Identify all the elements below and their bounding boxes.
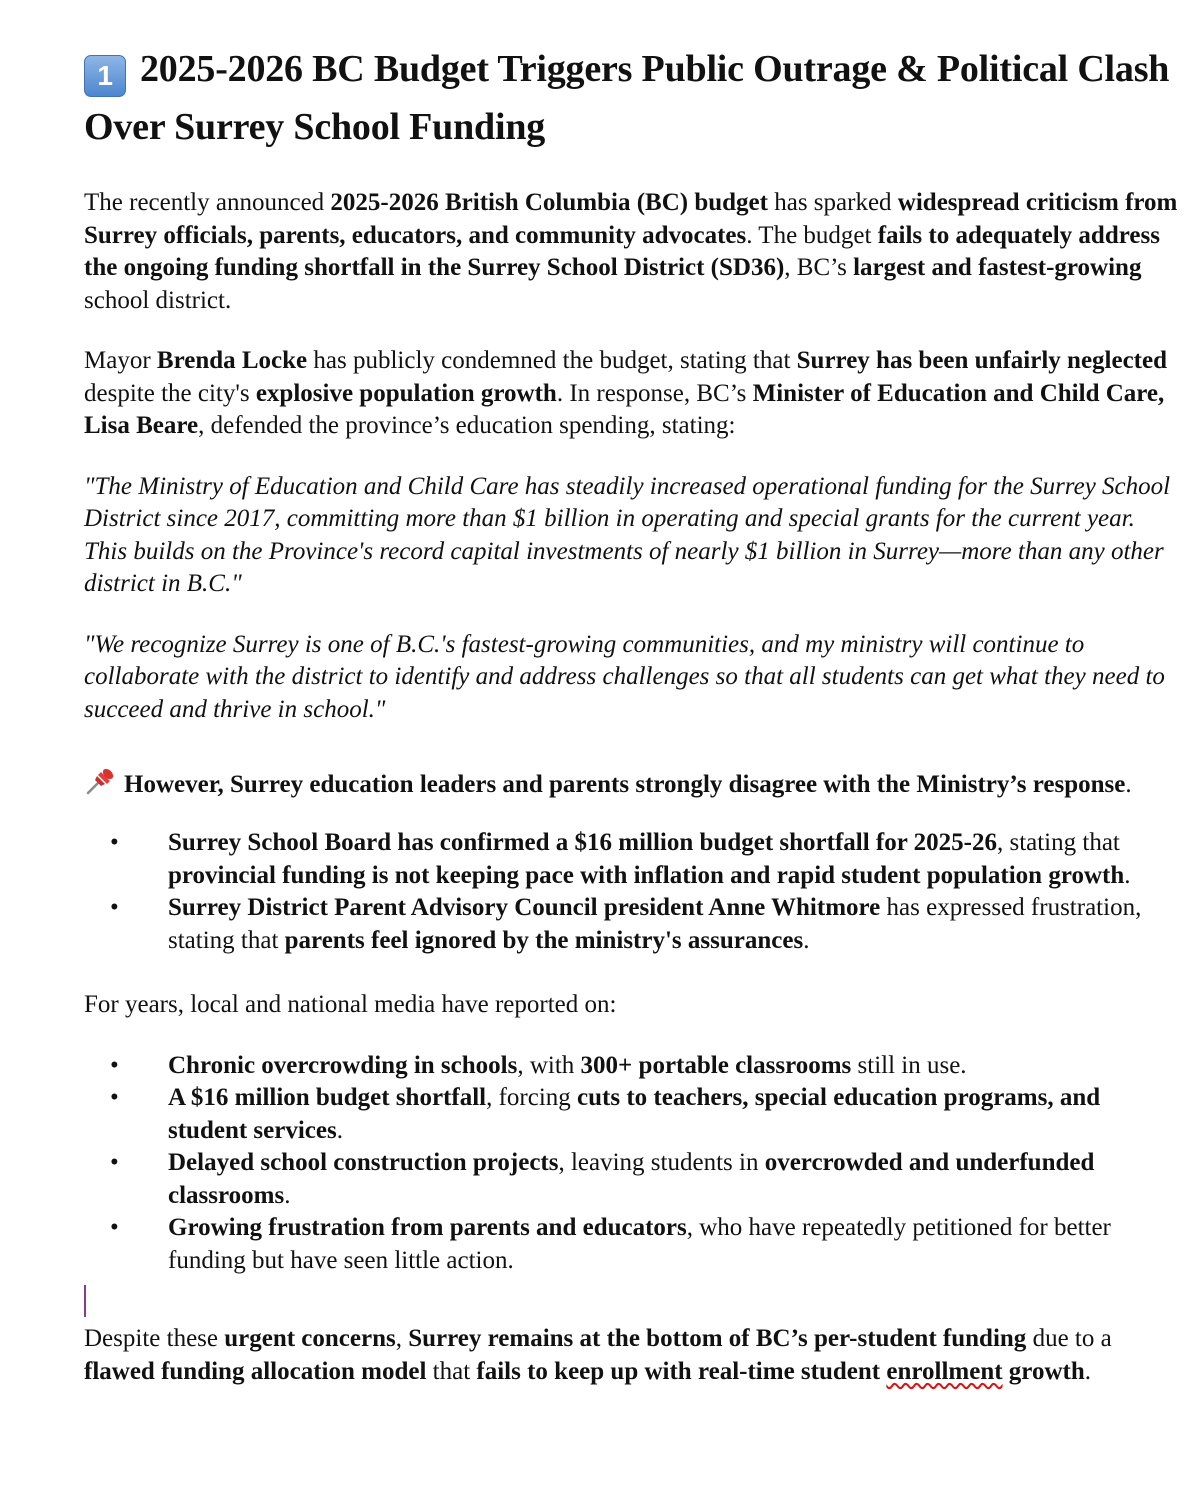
list-item [84, 1147, 1179, 1212]
text-run: . In response, BC’s [556, 379, 753, 407]
bold-run: largest and fastest-growing [853, 254, 1142, 281]
bold-run: 2025-2026 British Columbia (BC) budget [330, 189, 768, 216]
text-run: school district. [84, 286, 232, 314]
bold-run: Delayed school construction projects [168, 1149, 559, 1176]
bullet-icon: • [110, 1051, 119, 1079]
mayor-paragraph [84, 345, 1179, 443]
pushpin-icon [84, 766, 118, 796]
text-run: . [1084, 1357, 1091, 1385]
text-run: that [426, 1357, 477, 1385]
bullet-icon: • [110, 829, 119, 856]
bold-run: cuts to teachers, special education programs, and student services [168, 1084, 1101, 1144]
minister-quote-2: "We recognize Surrey is one of B.C.'s fastest-growing communities, and my ministry will continue to collaborate with the district to identify and address challenges so that all students can get what they need to succeed and thrive in school." [84, 630, 1165, 723]
media-report-list [84, 1050, 1179, 1278]
text-run: , stating that [996, 829, 1120, 856]
misspelled-word[interactable]: enrollment [886, 1357, 1003, 1385]
text-run: , [395, 1325, 409, 1352]
text-run: has sparked [767, 189, 898, 216]
bold-run: Minister of Education and Child Care, Lisa Beare [84, 379, 1165, 439]
text-run: , forcing [486, 1084, 578, 1111]
text-run: despite the city's [84, 379, 256, 407]
bold-run: Chronic overcrowding in schools [168, 1051, 518, 1079]
text-run: . [1125, 771, 1132, 798]
text-run: The recently announced [84, 189, 331, 216]
bold-run: overcrowded and underfunded classrooms [168, 1149, 1095, 1209]
text-run: , defended the province’s education spending, stating: [198, 412, 736, 439]
text-run: due to a [1026, 1325, 1112, 1352]
note-bold-text: However, Surrey education leaders and parents strongly disagree with the Ministry’s response [124, 771, 1126, 798]
bullet-icon: • [110, 894, 119, 921]
bold-run: explosive population growth [255, 379, 557, 407]
bold-run: flawed funding allocation model [84, 1357, 427, 1385]
list-item [84, 892, 1179, 957]
heading-title: 2025-2026 BC Budget Triggers Public Outrage & Political Clash Over Surrey School Funding [84, 48, 1170, 148]
text-run: . [803, 926, 810, 954]
bold-run: fails to adequately address the ongoing funding shortfall in the Surrey School District (SD36) [84, 221, 1160, 281]
bold-run: provincial funding is not keeping pace with inflation and rapid student population growth [168, 861, 1125, 889]
article-heading [84, 40, 1179, 156]
minister-quote-1: "The Ministry of Education and Child Care has steadily increased operational funding for the Surrey School District since 2017, committing more than $1 billion in operating and special grants for the current year. This builds on the Province's record capital investments of nearly $1 billion in Surrey—more than any other district in B.C." [84, 472, 1171, 597]
bold-run: Surrey remains at the bottom of BC’s per-student funding [408, 1325, 1027, 1352]
bold-run: 300+ portable classrooms [580, 1051, 852, 1079]
bold-run: Growing frustration from parents and educators [168, 1214, 687, 1241]
response-list [84, 827, 1179, 957]
text-run: , BC’s [784, 254, 854, 281]
list-item [84, 1050, 1179, 1083]
text-run: has publicly condemned the budget, stating that [307, 347, 797, 374]
text-run: , who have repeatedly petitioned for better funding but have seen little action. [168, 1214, 1111, 1274]
text-run: , leaving students in [558, 1149, 765, 1176]
bold-run: Surrey has been unfairly neglected [796, 347, 1168, 374]
intro-paragraph [84, 187, 1179, 317]
conclusion-paragraph[interactable] [84, 1323, 1179, 1388]
bullet-icon: • [110, 1149, 119, 1176]
bold-run: Brenda Locke [156, 347, 308, 374]
document-page [84, 40, 1179, 1388]
text-cursor[interactable] [84, 1285, 86, 1317]
bold-run: fails to keep up with real-time student [476, 1357, 881, 1385]
disagreement-note [84, 766, 1179, 803]
text-run: still in use. [851, 1051, 967, 1079]
bold-run: A $16 million budget shortfall [168, 1084, 487, 1111]
keycap-one-icon: 1 [84, 55, 126, 97]
bullet-icon: • [110, 1084, 119, 1111]
text-run: . [284, 1181, 291, 1209]
bold-run: Surrey School Board has confirmed a $16 million budget shortfall for 2025-26 [168, 829, 997, 856]
bold-run: growth [1008, 1357, 1085, 1385]
bold-run: parents feel ignored by the ministry's assurances [284, 926, 804, 954]
text-run: . [1124, 861, 1131, 889]
bullet-icon: • [110, 1214, 119, 1241]
bold-run: Surrey District Parent Advisory Council president Anne Whitmore [168, 894, 881, 921]
text-run: Mayor [84, 347, 157, 374]
text-run: , with [517, 1051, 581, 1079]
text-run: . The budget [746, 221, 878, 249]
bold-run: urgent concerns [224, 1325, 396, 1352]
bold-run: widespread criticism from Surrey officials, parents, educators, and community advocates [84, 189, 1178, 249]
media-intro-paragraph: For years, local and national media have reported on: [84, 991, 617, 1018]
text-run: has expressed frustration, stating that [168, 894, 1142, 954]
text-run: Despite these [84, 1325, 225, 1352]
text-run: . [336, 1116, 343, 1144]
list-item [84, 1212, 1179, 1277]
list-item [84, 827, 1179, 892]
list-item [84, 1082, 1179, 1147]
